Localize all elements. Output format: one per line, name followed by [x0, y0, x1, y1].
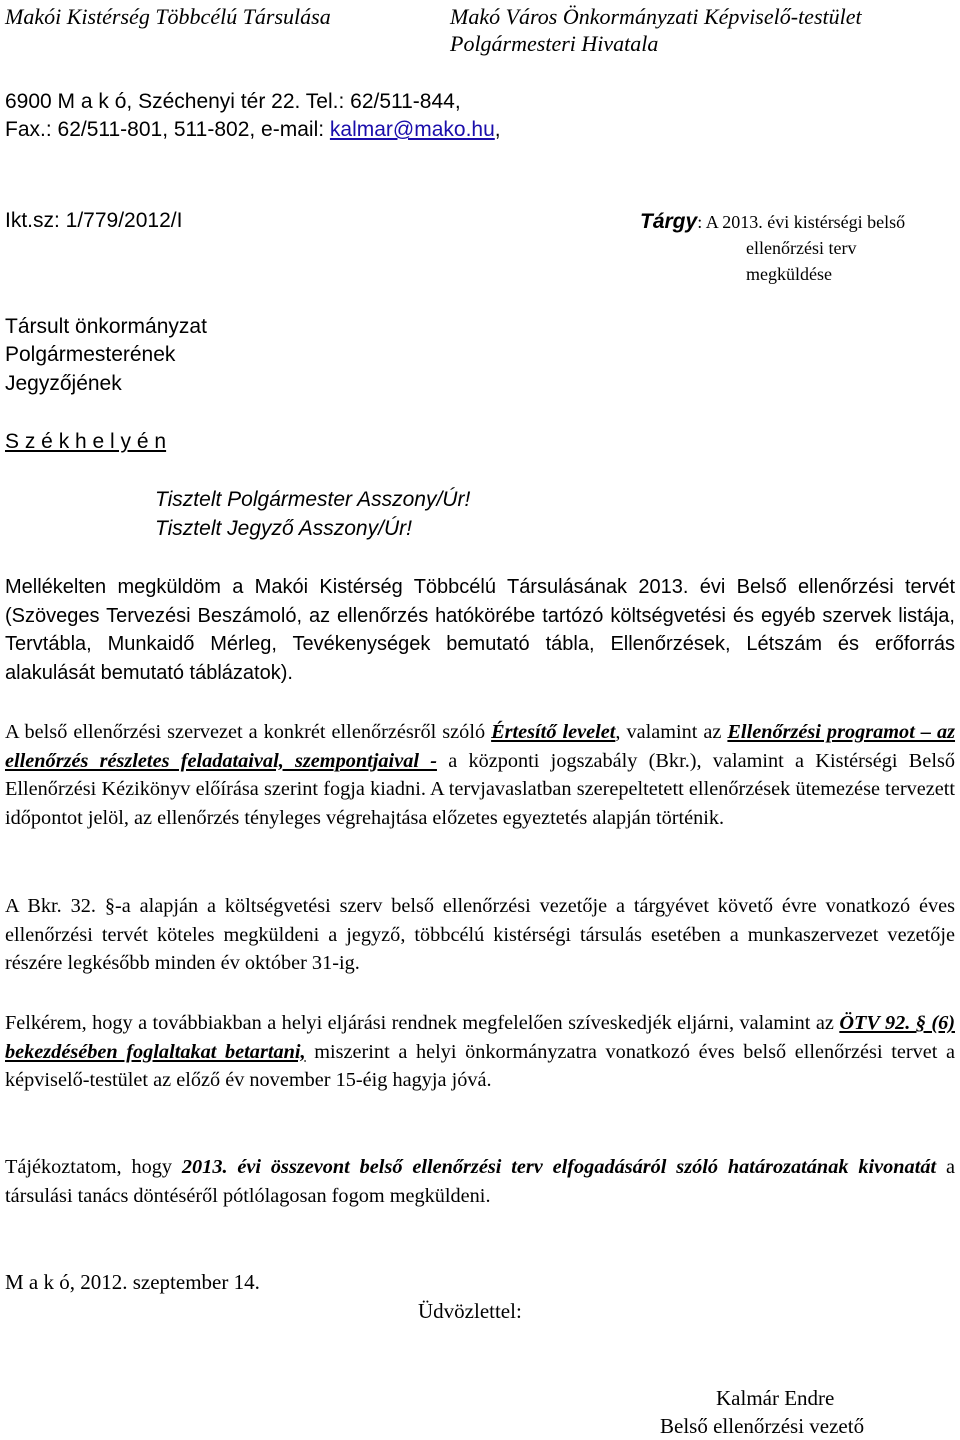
- targy: [640, 207, 905, 236]
- p5-resolution: 2013. évi összevont belső ellenőrzési terv elfogadásáról szóló határozatának kivonatát: [181, 1156, 937, 1178]
- org-left: Makói Kistérség Többcélú Társulása: [5, 4, 331, 29]
- p4-text-c: miszerint a helyi önkormányzatra vonatkozó éves belső ellenőrzési tervet a képviselő-testület az előző év november 15-éig hagyja jóvá.: [5, 1040, 956, 1091]
- place-date: M a k ó, 2012. szeptember 14.: [5, 1270, 260, 1294]
- p4-text-a: Felkérem, hogy a továbbiakban a helyi eljárási rendnek megfelelően szíveskedjék eljárni, valamint az: [5, 1012, 840, 1034]
- salutation-line2: Tisztelt Jegyző Asszony/Úr!: [155, 517, 412, 540]
- paragraph-2: [5, 718, 955, 832]
- address-line1: 6900 M a k ó, Széchenyi tér 22. Tel.: 62/511-844,: [5, 90, 461, 113]
- recipient-line2: Polgármesterének: [5, 343, 176, 366]
- salutation-line1: Tisztelt Polgármester Asszony/Úr!: [155, 488, 471, 511]
- address-fax: Fax.: 62/511-801, 511-802, e-mail:: [5, 118, 330, 141]
- targy-line1: : A 2013. évi kistérségi belső: [697, 212, 906, 232]
- p2-audit-program: Ellenőrzési programot – az ellenőrzés részletes feladataival, szempontjaival -: [5, 721, 956, 772]
- email-link[interactable]: kalmar@mako.hu: [329, 118, 495, 141]
- address-line2: [5, 116, 501, 144]
- signatory-title: Belső ellenőrzési vezető: [660, 1414, 865, 1438]
- targy-line3: megküldése: [746, 264, 832, 284]
- recipient-location: S z é k h e l y é n: [5, 430, 167, 453]
- p2-text-c: , valamint az: [615, 721, 728, 743]
- signatory-name: Kalmár Endre: [716, 1386, 835, 1410]
- p4-otv-ref: ÖTV 92. § (6) bekezdésében foglaltakat betartani,: [5, 1012, 955, 1063]
- org-right-line2: Polgármesteri Hivatala: [450, 31, 659, 56]
- org-right-line1: Makó Város Önkormányzati Képviselő-testület: [450, 4, 862, 29]
- paragraph-5: [5, 1153, 955, 1210]
- paragraph-1: Mellékelten megküldöm a Makói Kistérség Többcélú Társulásának 2013. évi Belső ellenőrzési tervét (Szöveges Tervezési Beszámoló, az ellenőrzés hatókörébe tartózó költségvetési és egyéb szervek listája, Tervtábla, Munkaidő Mérleg, Tevékenységek bemutató tábla, Ellenőrzések, Létszám és erőforrás alakulását bemutató táblázatok).: [5, 576, 955, 684]
- p5-text-a: Tájékoztatom, hogy: [5, 1156, 182, 1178]
- targy-line2: ellenőrzési terv: [746, 238, 857, 258]
- p2-notice-letter: Értesítő levelet: [491, 721, 616, 743]
- greeting: Üdvözlettel:: [418, 1299, 522, 1323]
- p2-text-a: A belső ellenőrzési szervezet a konkrét ellenőrzésről szóló: [5, 721, 492, 743]
- paragraph-4: [5, 1009, 955, 1095]
- recipient-line1: Társult önkormányzat: [5, 315, 207, 338]
- p2-text-e: a központi jogszabály (Bkr.), valamint a Kistérségi Belső Ellenőrzési Kézikönyv előírása szerint fogja kiadni. A tervjavaslatban szerepeltetett ellenőrzések ütemezése tervezett időpontot jelöl, az ellenőrzés tényleges végrehajtása előzetes egyeztetés alapján történik.: [5, 749, 955, 829]
- ikt-sz: Ikt.sz: 1/779/2012/I: [5, 209, 183, 232]
- targy-label: Tárgy: [640, 210, 698, 233]
- p5-text-c: a társulási tanács döntéséről pótlólagosan fogom megküldeni.: [5, 1156, 955, 1207]
- paragraph-3: A Bkr. 32. §-a alapján a költségvetési szerv belső ellenőrzési vezetője a tárgyévet követő évre vonatkozó éves ellenőrzési tervét köteles megküldeni a jegyző, többcélú kistérségi társulás esetében a munkaszervezet vezetője részére legkésőbb minden év október 31-ig.: [5, 895, 955, 974]
- address-suffix: ,: [494, 118, 501, 141]
- recipient-line3: Jegyzőjének: [5, 372, 122, 395]
